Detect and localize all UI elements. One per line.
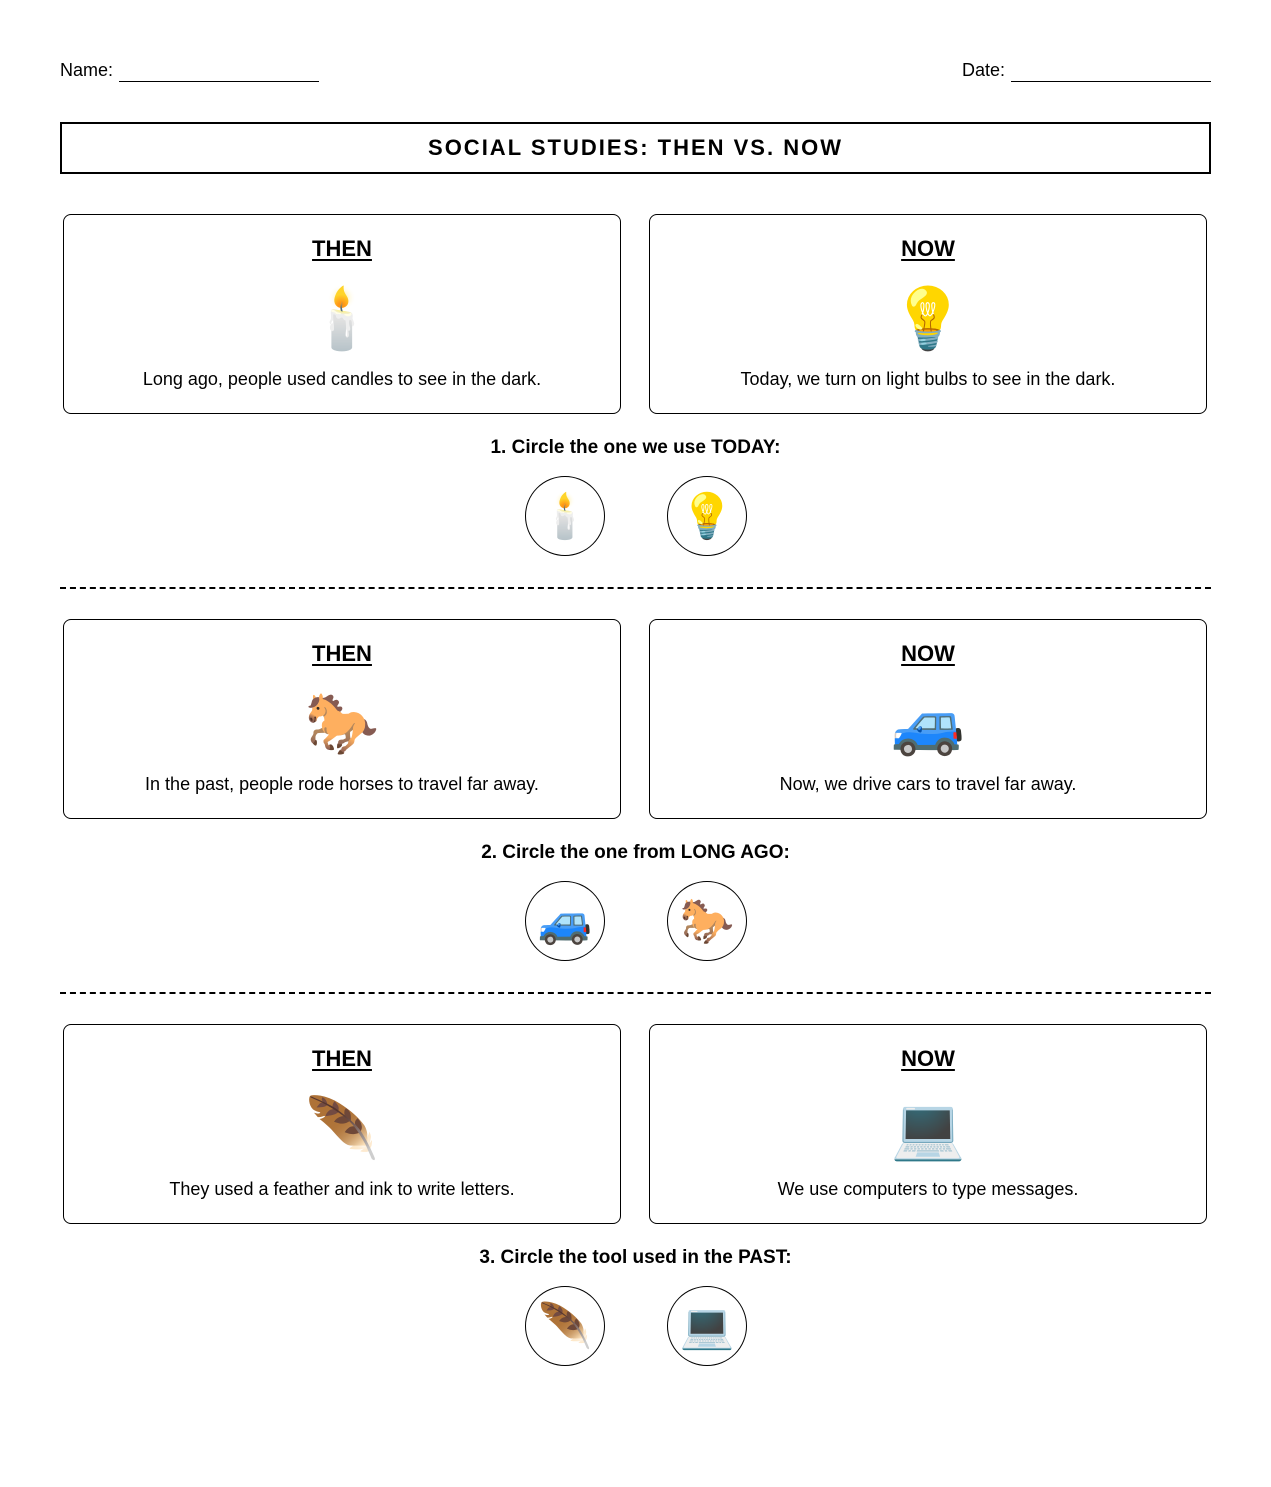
name-field [60,58,319,82]
candle-icon: 🕯️ [537,492,593,541]
question-2: 2. Circle the one from LONG AGO: [481,842,790,863]
feather-icon: 🪶 [537,1302,593,1351]
now-heading: NOW [901,641,955,666]
question-1: 1. Circle the one we use TODAY: [490,437,781,458]
now-card-3 [649,1024,1207,1224]
horse-icon: 🐎 [304,690,380,757]
candle-icon: 🕯️ [304,285,380,352]
choice-2b-button[interactable] [667,881,747,961]
then-card-3 [63,1024,621,1224]
header-row [60,58,1211,82]
then-card-1 [63,214,621,414]
now-heading: NOW [901,1046,955,1071]
now-caption: Now, we drive cars to travel far away. [779,774,1077,794]
date-field [962,58,1211,82]
car-icon: 🚙 [537,897,593,946]
question-3: 3. Circle the tool used in the PAST: [479,1247,792,1268]
light-bulb-icon: 💡 [890,285,966,352]
choice-3b-button[interactable] [667,1286,747,1366]
then-heading: THEN [312,1046,372,1071]
now-card-2 [649,619,1207,819]
now-heading: NOW [901,236,955,261]
section-divider [60,992,1211,994]
then-heading: THEN [312,236,372,261]
worksheet-title: SOCIAL STUDIES: THEN VS. NOW [428,135,843,160]
then-caption: In the past, people rode horses to travel far away. [145,774,539,794]
laptop-icon: 💻 [890,1095,966,1162]
car-icon: 🚙 [890,690,966,757]
name-label: Name: [60,60,114,80]
choice-1b-button[interactable] [667,476,747,556]
date-blank-line[interactable] [1011,64,1211,82]
now-caption: Today, we turn on light bulbs to see in the dark. [740,369,1116,389]
now-card-1 [649,214,1207,414]
section-divider [60,587,1211,589]
laptop-icon: 💻 [679,1302,735,1351]
worksheet-title-box [60,122,1211,174]
then-card-2 [63,619,621,819]
horse-icon: 🐎 [679,897,735,946]
then-caption: They used a feather and ink to write letters. [169,1179,515,1199]
date-label: Date: [961,60,1005,80]
then-heading: THEN [312,641,372,666]
choice-3a-button[interactable] [525,1286,605,1366]
choice-2a-button[interactable] [525,881,605,961]
choice-1a-button[interactable] [525,476,605,556]
now-caption: We use computers to type messages. [777,1179,1079,1199]
light-bulb-icon: 💡 [679,492,735,541]
then-caption: Long ago, people used candles to see in the dark. [142,369,542,389]
name-blank-line[interactable] [119,64,319,82]
feather-icon: 🪶 [304,1095,380,1162]
